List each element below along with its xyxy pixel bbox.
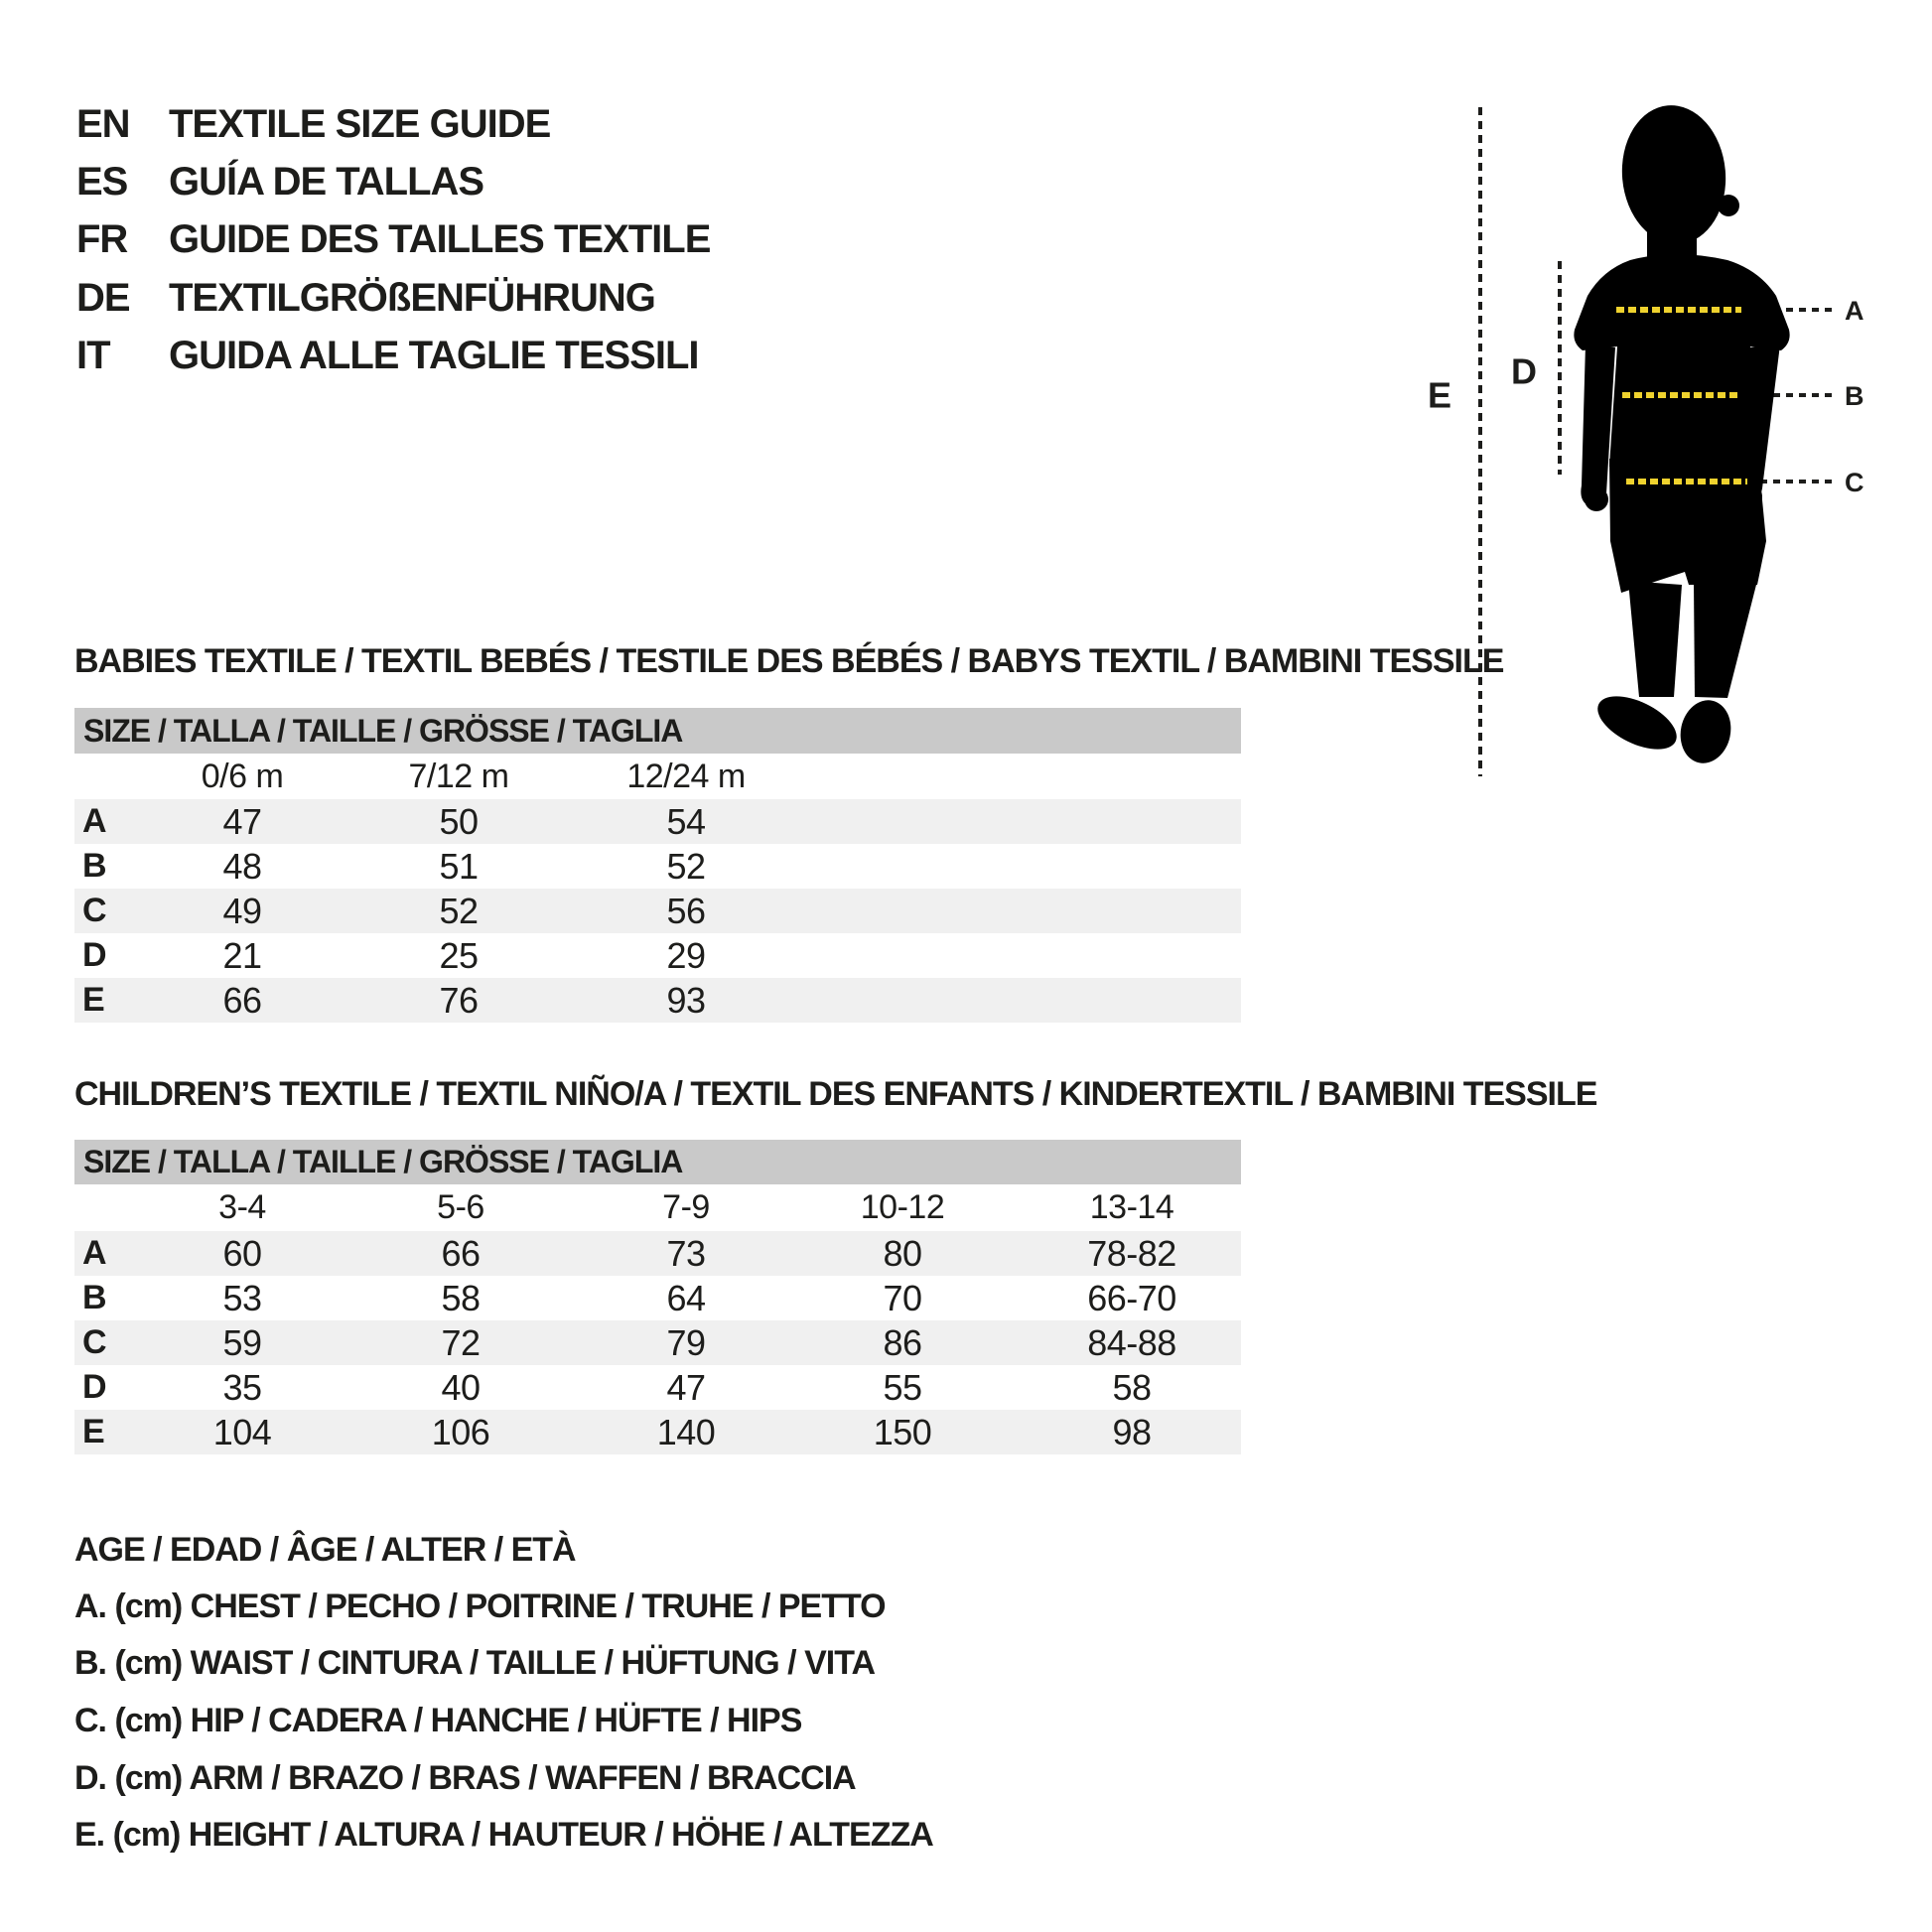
row-label: D: [82, 936, 107, 974]
cell-value: 51: [439, 846, 479, 887]
cell-value: 73: [666, 1233, 706, 1274]
row-label: C: [82, 892, 107, 929]
cell-value: 72: [441, 1322, 481, 1363]
height-label-e: E: [1428, 374, 1452, 416]
table-row: [74, 1276, 1241, 1320]
row-label: D: [82, 1368, 107, 1406]
cell-value: 47: [222, 801, 262, 842]
children-column-header-row: [74, 1184, 1241, 1231]
babies-column-header-row: [74, 754, 1241, 799]
language-row: [0, 160, 894, 204]
table-row: [74, 1320, 1241, 1365]
cell-value: 48: [222, 846, 262, 887]
column-header: 7-9: [662, 1188, 710, 1226]
cell-value: 21: [222, 935, 262, 976]
row-label: E: [82, 1413, 105, 1450]
cell-value: 53: [222, 1278, 262, 1318]
language-row: [0, 334, 894, 377]
legend-line-hip: C. (cm) HIP / CADERA / HANCHE / HÜFTE / HIPS: [74, 1702, 802, 1739]
cell-value: 93: [666, 980, 706, 1021]
cell-value: 84-88: [1087, 1322, 1176, 1363]
language-title: GUIDA ALLE TAGLIE TESSILI: [169, 334, 699, 377]
waist-label-b: B: [1845, 381, 1864, 411]
chest-label-a: A: [1845, 296, 1864, 326]
cell-value: 58: [1112, 1367, 1152, 1408]
children-section-title: CHILDREN’S TEXTILE / TEXTIL NIÑO/A / TEXTIL DES ENFANTS / KINDERTEXTIL / BAMBINI TESSILE: [74, 1075, 1597, 1113]
cell-value: 56: [666, 891, 706, 931]
babies-section-title: BABIES TEXTILE / TEXTIL BEBÉS / TESTILE DES BÉBÉS / BABYS TEXTIL / BAMBINI TESSILE: [74, 642, 1504, 680]
legend-line-height: E. (cm) HEIGHT / ALTURA / HAUTEUR / HÖHE / ALTEZZA: [74, 1816, 933, 1854]
cell-value: 52: [666, 846, 706, 887]
cell-value: 150: [873, 1412, 932, 1452]
cell-value: 25: [439, 935, 479, 976]
row-label: B: [82, 1279, 107, 1316]
legend-line-waist: B. (cm) WAIST / CINTURA / TAILLE / HÜFTUNG / VITA: [74, 1644, 875, 1682]
cell-value: 47: [666, 1367, 706, 1408]
cell-value: 64: [666, 1278, 706, 1318]
cell-value: 55: [883, 1367, 922, 1408]
cell-value: 60: [222, 1233, 262, 1274]
babies-size-header-bar: [74, 708, 1241, 754]
table-row: [74, 978, 1241, 1023]
language-code: IT: [76, 334, 110, 377]
cell-value: 106: [431, 1412, 490, 1452]
cell-value: 66: [222, 980, 262, 1021]
row-label: C: [82, 1323, 107, 1361]
column-header: 3-4: [218, 1188, 266, 1226]
language-title: TEXTILE SIZE GUIDE: [169, 102, 551, 146]
column-header: 7/12 m: [408, 758, 509, 795]
table-row: [74, 889, 1241, 933]
language-code: ES: [76, 160, 128, 204]
table-row: [74, 844, 1241, 889]
cell-value: 49: [222, 891, 262, 931]
column-header: 13-14: [1089, 1188, 1174, 1226]
row-label: A: [82, 802, 107, 840]
legend-line-arm: D. (cm) ARM / BRAZO / BRAS / WAFFEN / BRACCIA: [74, 1759, 856, 1797]
cell-value: 50: [439, 801, 479, 842]
children-size-header-bar: [74, 1140, 1241, 1184]
language-row: [0, 276, 894, 320]
cell-value: 52: [439, 891, 479, 931]
cell-value: 59: [222, 1322, 262, 1363]
row-label: E: [82, 981, 105, 1019]
cell-value: 58: [441, 1278, 481, 1318]
column-header: 12/24 m: [626, 758, 746, 795]
measurement-diagram: [1415, 84, 1921, 799]
table-row: [74, 799, 1241, 844]
row-label: A: [82, 1234, 107, 1272]
cell-value: 40: [441, 1367, 481, 1408]
cell-value: 66: [441, 1233, 481, 1274]
cell-value: 76: [439, 980, 479, 1021]
legend-line-age: AGE / EDAD / ÂGE / ALTER / ETÀ: [74, 1531, 576, 1569]
cell-value: 29: [666, 935, 706, 976]
children-size-header-text: SIZE / TALLA / TAILLE / GRÖSSE / TAGLIA: [83, 1144, 683, 1179]
cell-value: 66-70: [1087, 1278, 1176, 1318]
language-code: DE: [76, 276, 130, 320]
cell-value: 54: [666, 801, 706, 842]
language-code: EN: [76, 102, 130, 146]
column-header: 5-6: [437, 1188, 484, 1226]
table-row: [74, 1231, 1241, 1276]
cell-value: 86: [883, 1322, 922, 1363]
cell-value: 35: [222, 1367, 262, 1408]
cell-value: 79: [666, 1322, 706, 1363]
language-row: [0, 217, 894, 261]
table-row: [74, 933, 1241, 978]
cell-value: 70: [883, 1278, 922, 1318]
cell-value: 140: [656, 1412, 716, 1452]
table-row: [74, 1365, 1241, 1410]
language-title: TEXTILGRÖßENFÜHRUNG: [169, 276, 655, 320]
cell-value: 78-82: [1087, 1233, 1176, 1274]
hip-label-c: C: [1845, 468, 1864, 497]
language-title: GUIDE DES TAILLES TEXTILE: [169, 217, 711, 261]
column-header: 10-12: [860, 1188, 945, 1226]
language-row: [0, 102, 894, 146]
babies-size-header-text: SIZE / TALLA / TAILLE / GRÖSSE / TAGLIA: [83, 713, 683, 749]
cell-value: 104: [212, 1412, 272, 1452]
row-label: B: [82, 847, 107, 885]
cell-value: 98: [1112, 1412, 1152, 1452]
legend-line-chest: A. (cm) CHEST / PECHO / POITRINE / TRUHE / PETTO: [74, 1587, 886, 1625]
cell-value: 80: [883, 1233, 922, 1274]
column-header: 0/6 m: [201, 758, 284, 795]
child-silhouette-icon: [1574, 101, 1789, 768]
table-row: [74, 1410, 1241, 1454]
language-title: GUÍA DE TALLAS: [169, 160, 484, 204]
language-code: FR: [76, 217, 128, 261]
arm-label-d: D: [1511, 350, 1537, 392]
